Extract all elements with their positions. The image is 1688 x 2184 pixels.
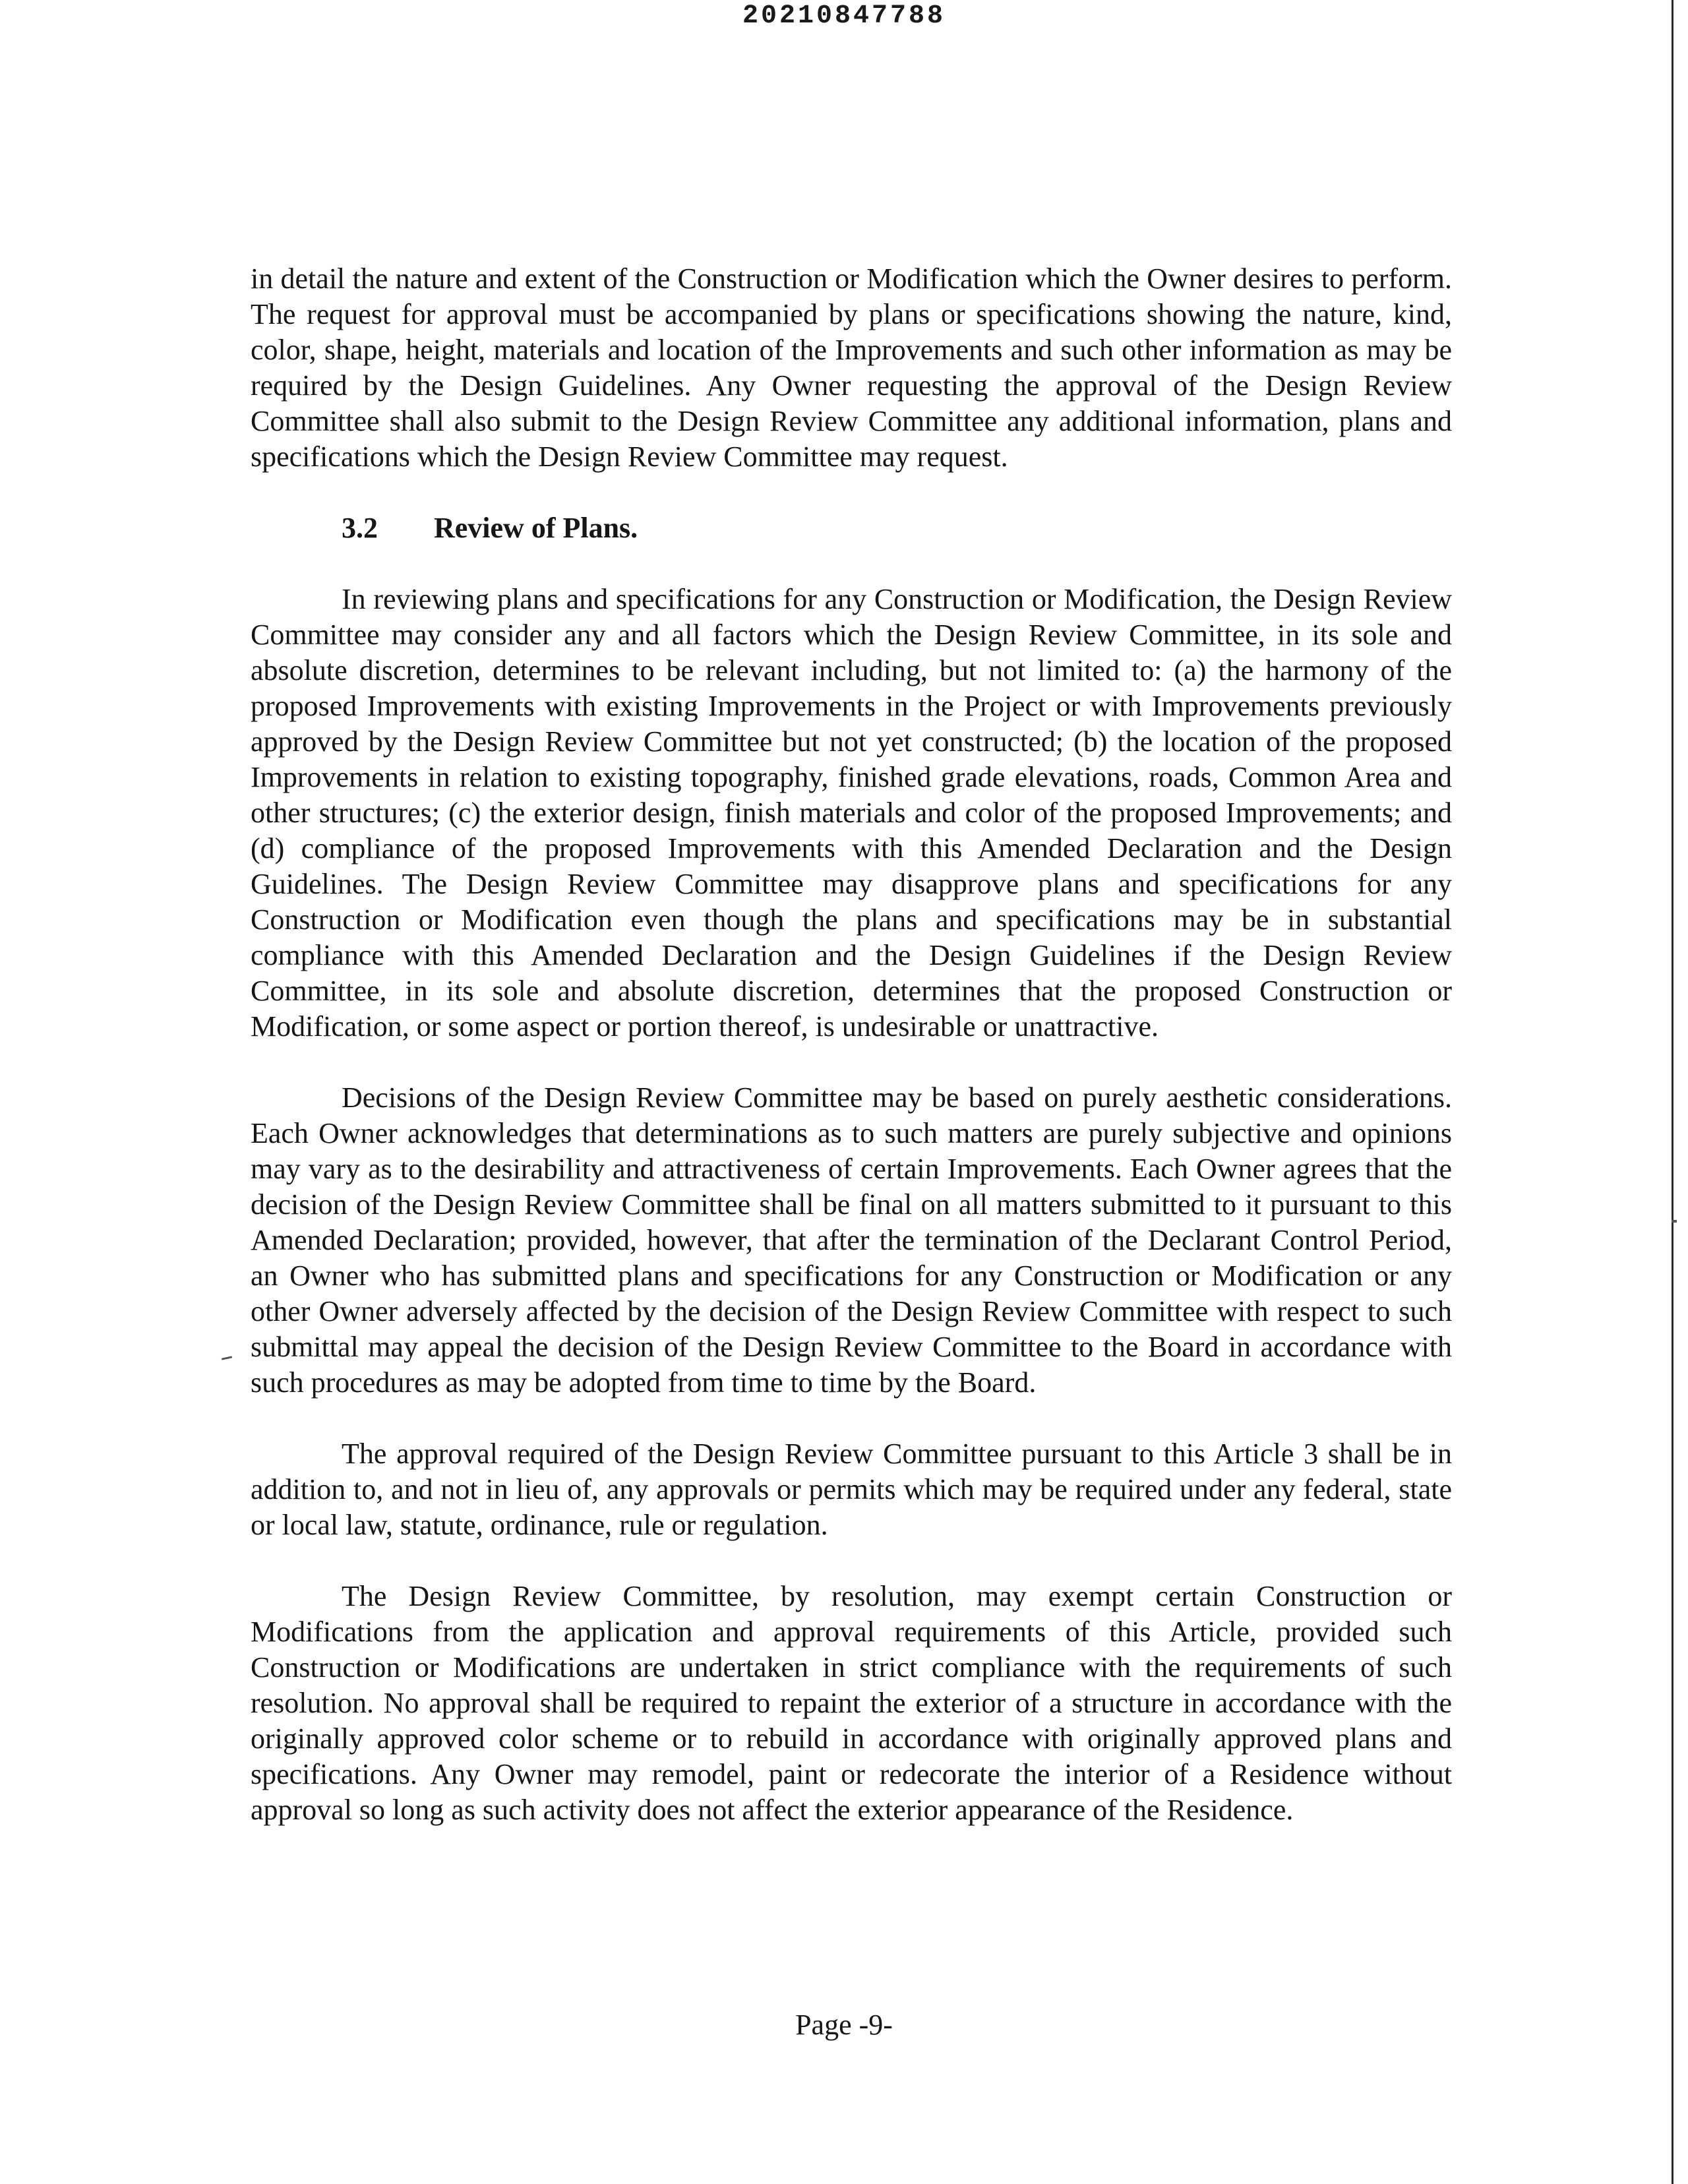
document-body — [251, 261, 1452, 1828]
scan-speck-mark — [1672, 1220, 1677, 1223]
paragraph-aesthetic-decisions: Decisions of the Design Review Committee may be based on purely aesthetic considerations. Each Owner acknowledges that determinations as to such matters are purely subjective and opinions may vary as to the desirability and attractiveness of certain Improvements. Each Owner agrees that the decision of the Design Review Committee shall be final on all matters submitted to it pursuant to this Amended Declaration; provided, however, that after the termination of the Declarant Control Period, an Owner who has submitted plans and specifications for any Construction or Modification or any other Owner adversely affected by the decision of the Design Review Committee with respect to such submittal may appeal the decision of the Design Review Committee to the Board in accordance with such procedures as may be adopted from time to time by the Board. — [251, 1081, 1452, 1399]
paragraph-review-factors: In reviewing plans and specifications for any Construction or Modification, the Design Review Committee may consider any and all factors which the Design Review Committee, in its sole and absolute discretion, determines to be relevant including, but not limited to: (a) the harmony of the proposed Improvements with existing Improvements in the Project or with Improvements previously approved by the Design Review Committee but not yet constructed; (b) the location of the proposed Improvements in relation to existing topography, finished grade elevations, roads, Common Area and other structures; (c) the exterior design, finish materials and color of the proposed Improvements; and (d) compliance of the proposed Improvements with this Amended Declaration and the Design Guidelines. The Design Review Committee may disapprove plans and specifications for any Construction or Modification even though the plans and specifications may be in substantial compliance with this Amended Declaration and the Design Guidelines if the Design Review Committee, in its sole and absolute discretion, determines that the proposed Construction or Modification, or some aspect or portion thereof, is undesirable or unattractive. — [251, 583, 1452, 1043]
paragraph-request-details: in detail the nature and extent of the Construction or Modification which the Owner desires to perform. The request for approval must be accompanied by plans or specifications showing the nature, kind, color, shape, height, materials and location of the Improvements and such other information as may be required by the Design Guidelines. Any Owner requesting the approval of the Design Review Committee shall also submit to the Design Review Committee any additional information, plans and specifications which the Design Review Committee may request. — [251, 262, 1452, 473]
scan-border-line — [1672, 0, 1673, 2184]
paragraph-exemptions: The Design Review Committee, by resolution, may exempt certain Construction or Modifications from the application and approval requirements of this Article, provided such Construction or Modifications are undertaken in strict compliance with the requirements of such resolution. No approval shall be required to repaint the exterior of a structure in accordance with the originally approved color scheme or to rebuild in accordance with originally approved plans and specifications. Any Owner may remodel, paint or redecorate the interior of a Residence without approval so long as such activity does not affect the exterior appearance of the Residence. — [251, 1580, 1452, 1826]
page-number: Page -9- — [795, 2009, 893, 2041]
section-heading — [251, 510, 1452, 546]
section-number: 3.2 — [342, 512, 378, 544]
scan-speck-mark — [222, 1356, 232, 1360]
document-number: 20210847788 — [742, 1, 946, 31]
section-title: Review of Plans. — [434, 512, 638, 544]
paragraph-additional-approvals: The approval required of the Design Review Committee pursuant to this Article 3 shall be in addition to, and not in lieu of, any approvals or permits which may be required under any federal, state or local law, statute, ordinance, rule or regulation. — [251, 1438, 1452, 1541]
